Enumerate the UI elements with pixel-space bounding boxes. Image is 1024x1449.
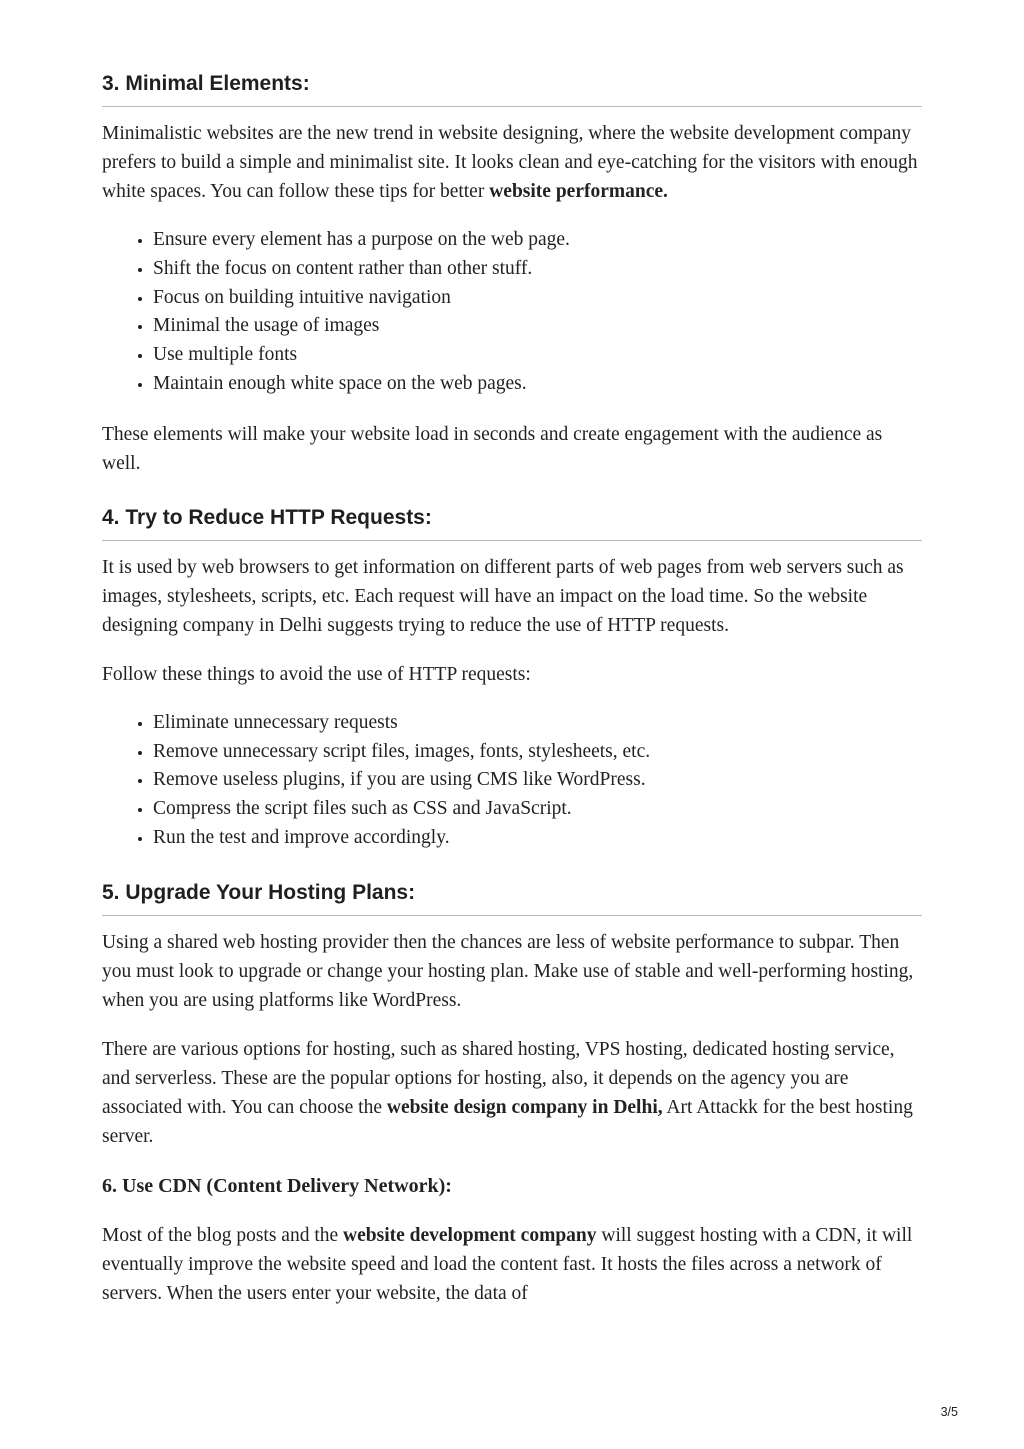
section-heading-http-requests: 4. Try to Reduce HTTP Requests: <box>102 504 922 541</box>
http-requests-lead: Follow these things to avoid the use of HTTP requests: <box>102 663 531 685</box>
list-item: • Focus on building intuitive navigation <box>153 284 922 313</box>
list-item: • Shift the focus on content rather than other stuff. <box>153 255 922 284</box>
http-requests-list <box>102 709 922 853</box>
cdn-text: Most of the blog posts and the <box>102 1224 344 1246</box>
list-item: • Eliminate unnecessary requests <box>153 709 922 738</box>
hosting-bold-text: website design company in Delhi, <box>386 1096 663 1118</box>
list-item: • Maintain enough white space on the web pages. <box>153 370 922 399</box>
list-item: • Remove unnecessary script files, images, fonts, stylesheets, etc. <box>153 738 922 767</box>
list-item: • Ensure every element has a purpose on the web page. <box>153 226 922 255</box>
hosting-text: There are various options for hosting, such as shared hosting, VPS hosting, dedicated hosting service, and serverless. These are the popular options for hosting, also, it depends on the agency you are associated with. You can choose the <box>102 1038 895 1118</box>
intro-bold-text: website performance. <box>489 181 668 202</box>
page-number: 3/5 <box>940 1405 958 1419</box>
list-item: • Remove useless plugins, if you are using CMS like WordPress. <box>153 766 922 795</box>
hosting-paragraph-2 <box>102 1035 922 1151</box>
list-item: • Use multiple fonts <box>153 341 922 370</box>
cdn-paragraph <box>102 1221 922 1308</box>
hosting-paragraph-1: Using a shared web hosting provider then the chances are less of website performance to subpar. Then you must look to upgrade or change your hosting plan. Make use of stable and well-performing hosting, when you are using platforms like WordPress. <box>102 931 914 1011</box>
hosting-text-end: Art Attackk for the best hosting server. <box>102 1096 913 1147</box>
section-heading-cdn: 6. Use CDN (Content Delivery Network): <box>102 1174 452 1197</box>
list-item: • Compress the script files such as CSS and JavaScript. <box>153 795 922 824</box>
minimal-elements-outro: These elements will make your website load in seconds and create engagement with the audience as well. <box>102 423 883 474</box>
list-item: • Minimal the usage of images <box>153 312 922 341</box>
list-item: • Run the test and improve accordingly. <box>153 824 922 853</box>
intro-text: Minimalistic websites are the new trend in website designing, where the website development company prefers to build a simple and minimalist site. It looks clean and eye-catching for the visitors with enough white spaces. You can follow these tips for better <box>102 123 918 202</box>
http-requests-paragraph: It is used by web browsers to get information on different parts of web pages from web servers such as images, stylesheets, scripts, etc. Each request will have an impact on the load time. So the website designing company in Delhi suggests trying to reduce the use of HTTP requests. <box>102 556 904 636</box>
cdn-text-end: will suggest hosting with a CDN, it will eventually improve the website speed and load the content fast. It hosts the files across a network of servers. When the users enter your website, the data of <box>102 1224 913 1304</box>
minimal-elements-list <box>102 226 922 399</box>
section-heading-minimal-elements: 3. Minimal Elements: <box>102 70 922 107</box>
document-page <box>102 70 922 1308</box>
minimal-elements-intro <box>102 119 922 206</box>
section-heading-hosting-plans: 5. Upgrade Your Hosting Plans: <box>102 879 922 916</box>
cdn-bold-text: website development company <box>343 1224 597 1246</box>
